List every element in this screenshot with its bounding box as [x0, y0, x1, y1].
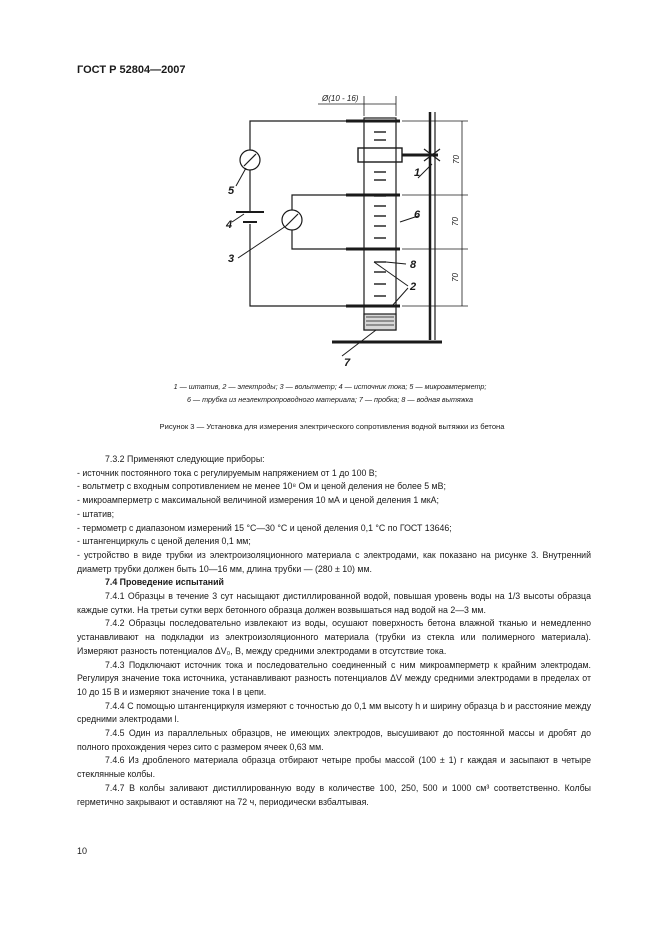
callout-8: 8 [410, 259, 417, 271]
callout-1: 1 [414, 167, 421, 179]
dim-middle: 70 [451, 217, 460, 226]
callout-4: 4 [226, 219, 233, 231]
list-item: - штангенциркуль с ценой деления 0,1 мм; [77, 536, 251, 547]
list-item: - устройство в виде трубки из электроизоляционного материала с электродами, как показано на рисунке 3. Внутренний диаметр трубки должен быть 10—16 мм, длина трубки — (280 ± 10) мм. [77, 549, 591, 574]
list-item: - штатив; [77, 508, 115, 519]
clamp [358, 148, 402, 162]
list-item: - термометр с диапазоном измерений 15 °С—30 °С и ценой деления 0,1 °С по ГОСТ 13646; [77, 522, 452, 533]
callout-3: 3 [228, 253, 235, 265]
figure-legend-line-1: 1 — штатив, 2 — электроды; 3 — вольтметр; 4 — источник тока; 5 — микроамперметр; [173, 382, 487, 391]
water-extract [374, 132, 386, 296]
list-item: - микроамперметр с максимальной величиной измерения 10 мА и ценой деления 1 мкА; [77, 495, 439, 506]
page-number: 10 [77, 846, 88, 856]
diameter-label: Ø(10 - 16) [322, 94, 359, 103]
paragraph-7-4-5: 7.4.5 Один из параллельных образцов, не имеющих электродов, высушивают до постоянной массы и дробят до полного прохождения через сито с размером ячеек 0,63 мм. [77, 728, 591, 752]
list-item: - источник постоянного тока с регулируемым напряжением от 1 до 100 В; [77, 467, 378, 478]
paragraph-7-4-6: 7.4.6 Из дробленого материала образца отбирают четыре пробы массой (100 ± 1) г каждая и засыпают в четыре стеклянные колбы. [77, 755, 591, 780]
callout-5: 5 [228, 185, 235, 197]
document-header: ГОСТ Р 52804—2007 [77, 64, 186, 76]
paragraph-7-4-1: 7.4.1 Образцы в течение 3 сут насыщают дистиллированной водой, повышая уровень воды на 1/3 высоты образца каждые сутки. На третьи сутки верх бетонного образца должен возвышаться над водой на 2—3 мм. [77, 591, 591, 615]
paragraph-7-3-2: 7.3.2 Применяют следующие приборы: [105, 454, 265, 464]
dim-bottom: 70 [451, 273, 460, 282]
paragraph-7-4-3: 7.4.3 Подключают источник тока и последовательно соединенный с ним микроамперметр к крайним электродам. Регулируя значение тока источника, устанавливают разность потенциалов ΔV между средними электродами в пределах от 10 до 15 В и измеряют значение тока I в цепи. [77, 659, 591, 697]
dim-top: 70 [452, 155, 461, 164]
apparatus-figure [0, 0, 661, 400]
insulating-tube [364, 118, 396, 330]
list-item: - вольтметр с входным сопротивлением не менее 10⁸ Ом и ценой деления не более 5 мВ; [77, 481, 446, 492]
callout-2: 2 [410, 281, 417, 293]
plug [364, 314, 396, 330]
section-heading-7-4: 7.4 Проведение испытаний [105, 577, 224, 588]
callout-7: 7 [344, 357, 351, 369]
paragraph-7-4-4: 7.4.4 С помощью штангенциркуля измеряют с точностью до 0,1 мм высоту h и ширину образца b и расстояние между средними электродами l. [77, 700, 591, 725]
figure-legend-line-2: 6 — трубка из неэлектропроводного материала; 7 — пробка; 8 — водная вытяжка [186, 395, 474, 404]
document-body [77, 453, 591, 809]
electrodes [346, 121, 400, 306]
figure-caption: Рисунок 3 — Установка для измерения электрического сопротивления водной вытяжки из бетона [159, 422, 505, 431]
paragraph-7-4-7: 7.4.7 В колбы заливают дистиллированную воду в количестве 100, 250, 500 и 1000 см³ соответственно. Колбы герметично закрывают и оставляют на 72 ч, периодически взбалтывая. [77, 782, 591, 807]
callout-6: 6 [414, 209, 421, 221]
paragraph-7-4-2: 7.4.2 Образцы последовательно извлекают из воды, осушают поверхность бетона влажной тканью и немедленно устанавливают на подкладки из электроизоляционного материала (трубки из стекла или полимерного материала). Измеряют разность потенциалов ΔV₀, В, между средними электродами в отсутствие тока. [77, 618, 591, 656]
